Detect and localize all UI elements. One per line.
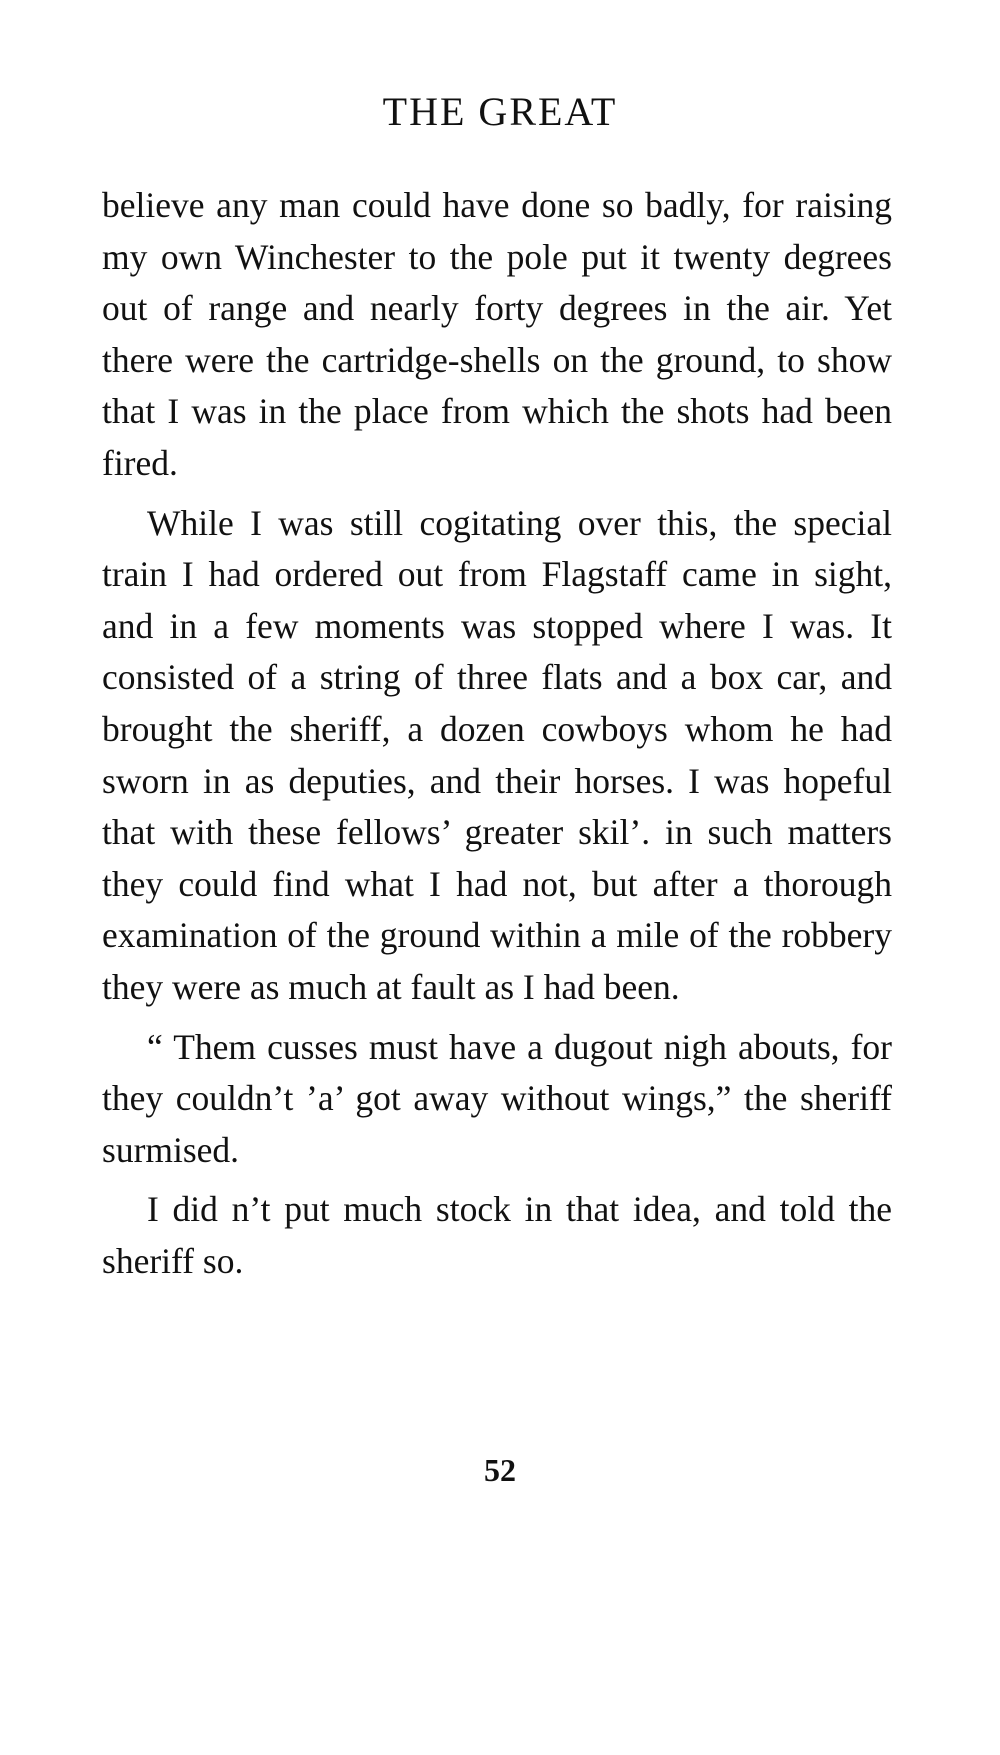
body-text [102,180,892,1287]
page-number: 52 [484,1452,516,1488]
paragraph: While I was still cogitating over this, the special train I had ordered out from Flagstaff came in sight, and in a few moments was stopped where I was. It consisted of a string of three flats and a box car, and brought the sheriff, a dozen cowboys whom he had sworn in as deputies, and their horses. I was hopeful that with these fellows’ greater skil’. in such matters they could find what I had not, but after a thorough examination of the ground within a mile of the robbery they were as much at fault as I had been. [102,502,892,1007]
paragraph-continued: believe any man could have done so badly, for raising my own Winchester to the pole put it twenty degrees out of range and nearly forty degrees in the air. Yet there were the cartridge-shells on the ground, to show that I was in the place from which the shots had been fired. [102,185,892,483]
running-head: THE GREAT [382,89,618,134]
paragraph: I did n’t put much stock in that idea, and told the sheriff so. [102,1189,892,1281]
paragraph: “ Them cusses must have a dugout nigh abouts, for they couldn’t ’a’ got away without wings,” the sheriff surmised. [102,1026,892,1170]
